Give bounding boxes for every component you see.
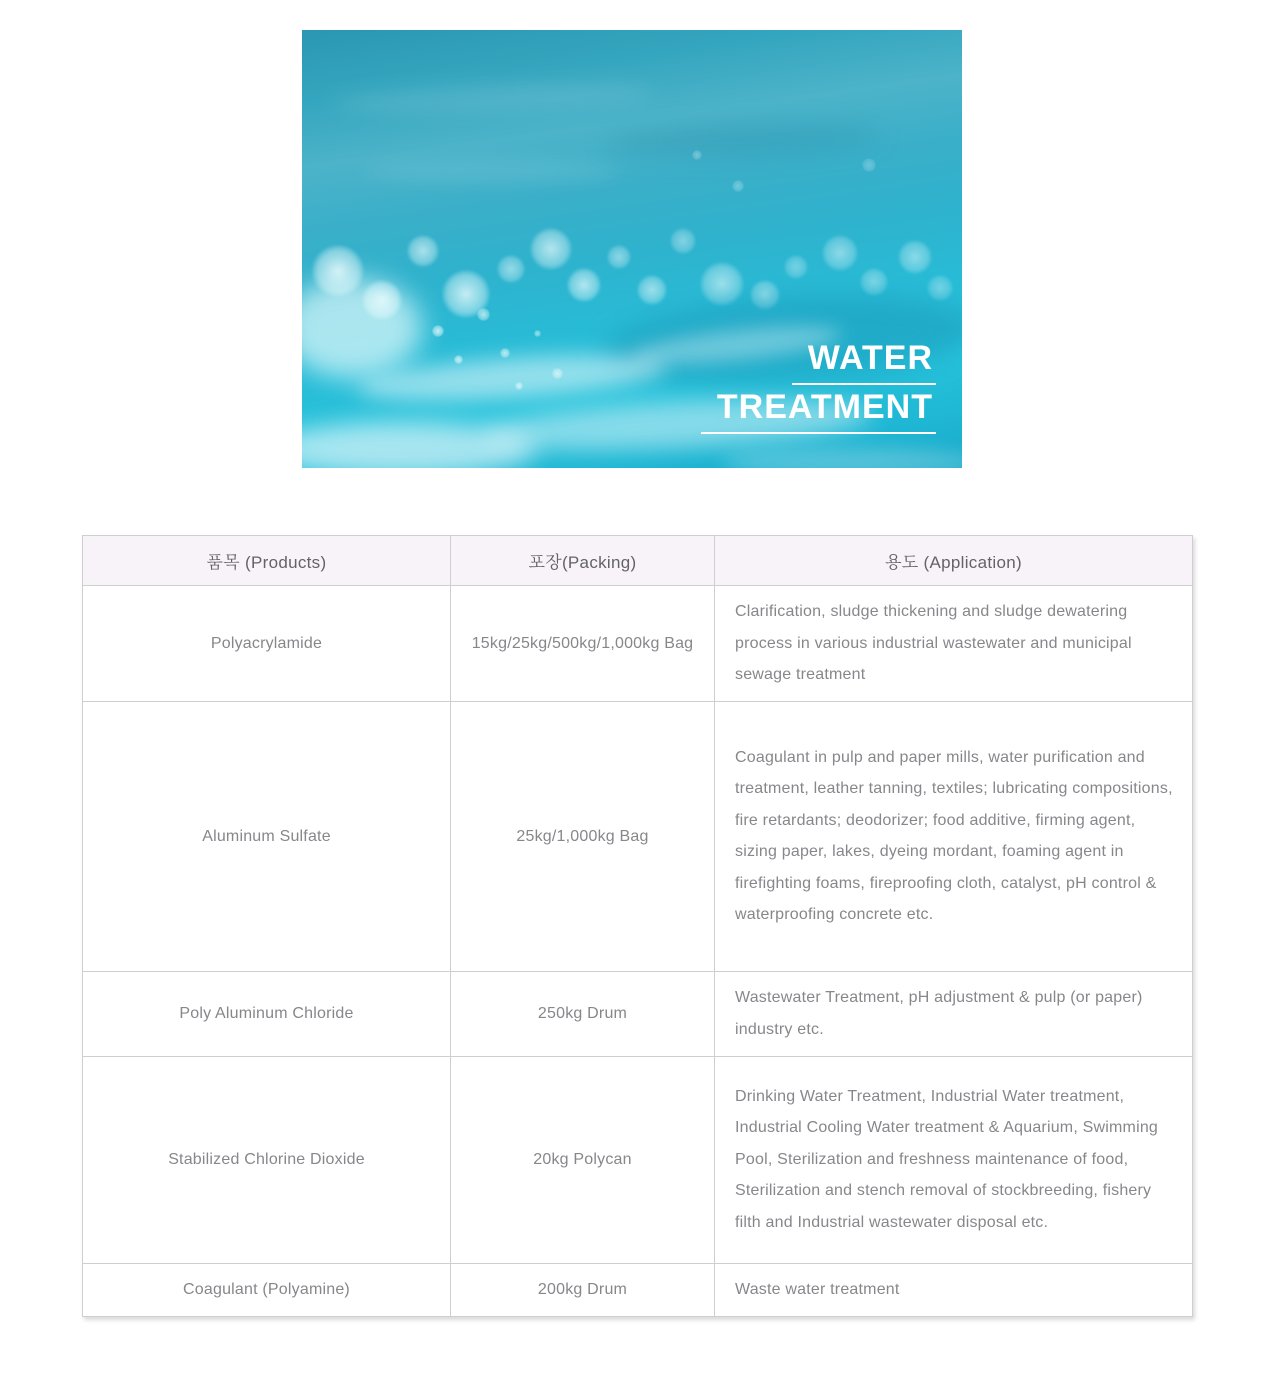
products-table — [82, 535, 1193, 1317]
bokeh-dot — [898, 240, 932, 274]
product-cell: Coagulant (Polyamine) — [83, 1263, 451, 1316]
table-row-coagulant-polyamine — [83, 1263, 1193, 1316]
water-hero-image — [302, 30, 962, 468]
packing-cell: 200kg Drum — [451, 1263, 715, 1316]
bokeh-dot — [637, 275, 667, 305]
bokeh-dot — [692, 150, 702, 160]
product-cell: Aluminum Sulfate — [83, 701, 451, 971]
bokeh-dot — [500, 348, 510, 358]
hero-title-line-1 — [701, 341, 936, 385]
bokeh-dot — [497, 255, 525, 283]
bokeh-dot — [534, 330, 541, 337]
bokeh-dot — [784, 255, 808, 279]
bokeh-dot — [567, 268, 601, 302]
bokeh-dot — [407, 235, 439, 267]
bokeh-dot — [927, 275, 953, 301]
application-cell: Waste water treatment — [715, 1263, 1193, 1316]
water-streak — [332, 79, 653, 116]
packing-cell: 15kg/25kg/500kg/1,000kg Bag — [451, 586, 715, 702]
bokeh-dot — [530, 228, 572, 270]
bokeh-dot — [432, 325, 444, 337]
application-cell: Drinking Water Treatment, Industrial Water treatment, Industrial Cooling Water treatment & Aquarium, Swimming Pool, Sterilization and freshness maintenance of food, Sterilization and stench removal of stockbreeding, fishery filth and Industrial wastewater disposal etc. — [715, 1056, 1193, 1263]
hero-title-water: WATER — [792, 341, 936, 385]
hero-title-line-2 — [701, 390, 936, 434]
table-header-row — [83, 536, 1193, 586]
application-cell: Wastewater Treatment, pH adjustment & pulp (or paper) industry etc. — [715, 971, 1193, 1056]
bokeh-dot — [732, 180, 744, 192]
wave-highlight — [722, 448, 962, 468]
product-cell: Stabilized Chlorine Dioxide — [83, 1056, 451, 1263]
product-cell: Polyacrylamide — [83, 586, 451, 702]
table-row-poly-aluminum-chloride — [83, 971, 1193, 1056]
bokeh-dot — [860, 268, 888, 296]
water-streak — [602, 120, 883, 160]
bokeh-dot — [607, 245, 631, 269]
table-row-polyacrylamide — [83, 586, 1193, 702]
table-row-aluminum-sulfate — [83, 701, 1193, 971]
water-streak — [362, 160, 622, 182]
packing-cell: 20kg Polycan — [451, 1056, 715, 1263]
col-header-packing: 포장(Packing) — [451, 536, 715, 586]
application-cell: Coagulant in pulp and paper mills, water purification and treatment, leather tanning, textiles; lubricating compositions, fire retardants; deodorizer; food additive, firming agent, sizing paper, lakes, dyeing mordant, foaming agent in firefighting foams, fireproofing cloth, catalyst, pH control & waterproofing concrete etc. — [715, 701, 1193, 971]
application-cell: Clarification, sludge thickening and sludge dewatering process in various industrial wastewater and municipal sewage treatment — [715, 586, 1193, 702]
bokeh-dot — [670, 228, 696, 254]
table-row-stabilized-chlorine-dioxide — [83, 1056, 1193, 1263]
bokeh-dot — [862, 158, 876, 172]
hero-title-treatment: TREATMENT — [701, 390, 936, 434]
col-header-application: 용도 (Application) — [715, 536, 1193, 586]
packing-cell: 250kg Drum — [451, 971, 715, 1056]
water-splash — [302, 278, 422, 378]
hero-title — [701, 341, 936, 434]
col-header-products: 품목 (Products) — [83, 536, 451, 586]
bokeh-dot — [700, 262, 744, 306]
product-cell: Poly Aluminum Chloride — [83, 971, 451, 1056]
bokeh-dot — [477, 308, 490, 321]
bokeh-dot — [822, 235, 858, 271]
products-table-container — [82, 535, 1192, 1317]
packing-cell: 25kg/1,000kg Bag — [451, 701, 715, 971]
